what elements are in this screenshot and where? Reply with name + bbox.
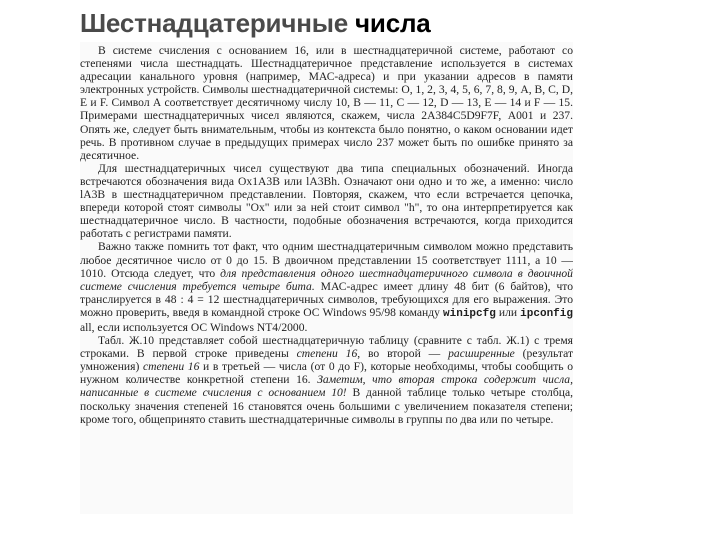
paragraph-text: или — [495, 305, 521, 319]
paragraph-text: all, если используется ОС Windows NT4/2000. — [80, 320, 308, 334]
paragraph-hex-bits — [80, 240, 573, 334]
scanned-page — [80, 42, 573, 514]
emphasis-text: расширенные — [448, 347, 515, 361]
emphasis-text: для представления одного шестнадцатеричного символа в двоичной системе счисления требуется четыре бита. — [80, 266, 573, 293]
paragraph-text: Табл. Ж.10 представляет собой шестнадцатеричную таблицу (сравните с табл. Ж.1) с тремя строками. В первой строке приведены — [80, 334, 573, 361]
paragraph-text: и в третьей — числа (от 0 до F), которые необходимы, чтобы сообщить о нужном количестве конкретной степени 16. — [80, 360, 573, 387]
paragraph-hex-notation: Для шестнадцатеричных чисел существуют два типа специальных обозначений. Иногда встречаются обозначения вида Ox1A3B или lA3Bh. Означают они одно и то же, а именно: число lA3B в шестнадцатеричном представлении. Повторяя, скажем, что если встречается цепочка, впереди которой стоят символы "Ox" или за ней стоит символ "h", то она интерпретируется как шестнадцатеричное число. В частности, подобные обозначения встречаются, когда приходится работать с регистрами памяти. — [80, 161, 573, 241]
title-part-1: Шестнадцатеричные — [80, 8, 348, 38]
emphasis-text: степени 16 — [296, 347, 358, 361]
paragraph-hex-intro: В системе счисления с основанием 16, или в шестнадцатеричной системе, работают со степенями числа шестнадцать. Шестнадцатеричное представление используется в системах адресации канального уровня (например, МАС-адреса) и при указании адресов в памяти электронных устройств. Символы шестнадцатеричной системы: О, 1, 2, 3, 4, 5, 6, 7, 8, 9, А, В, С, D, Е и F. Символ А соответствует десятичному числу 10, В — 11, С — 12, D — 13, Е — 14 и F — 15. Примерами шестнадцатеричных чисел являются, скажем, числа 2A384C5D9F7F, А001 и 237. Опять же, следует быть внимательным, чтобы из контекста было понятно, о каком основании идет речь. В противном случае в предыдущих примерах число 237 может быть по ошибке принято за десятичное. — [80, 44, 573, 162]
paragraph-text: (результат умножения) — [80, 347, 573, 374]
command-winipcfg: winipcfg — [443, 307, 496, 320]
command-ipconfig: ipconfig — [520, 307, 573, 320]
title-part-2: числа — [348, 8, 431, 38]
paragraph-text: МАС-адрес имеет длину 48 бит (6 байтов), что транслируется в 48 : 4 = 12 шестнадцатеричных символов, требующихся для его выражения. Это можно проверить, введя в командной строке ОС Windows 95/98 команду — [80, 279, 573, 319]
paragraph-text: В данной таблице только четыре столбца, поскольку значения степеней 16 становятся очень большими с увеличением показателя степени; кроме того, общепринято ставить шестнадцатеричные символы в группы по два или по четыре. — [80, 386, 573, 426]
paragraph-hex-table — [80, 334, 573, 426]
paragraph-text: Важно также помнить тот факт, что одним шестнадцатеричным символом можно представить любое десятичное число от 0 до 15. В двоичном представлении 15 соответствует 1111, а 10 — 1010. Отсюда следует, что — [80, 240, 573, 280]
emphasis-text: степени 16 — [142, 360, 200, 374]
emphasis-text: Заметим, что вторая строка содержит числа, написанные в системе счисления с основанием 10! — [80, 373, 573, 400]
page-title — [80, 8, 431, 39]
paragraph-text: , во второй — — [357, 347, 449, 361]
